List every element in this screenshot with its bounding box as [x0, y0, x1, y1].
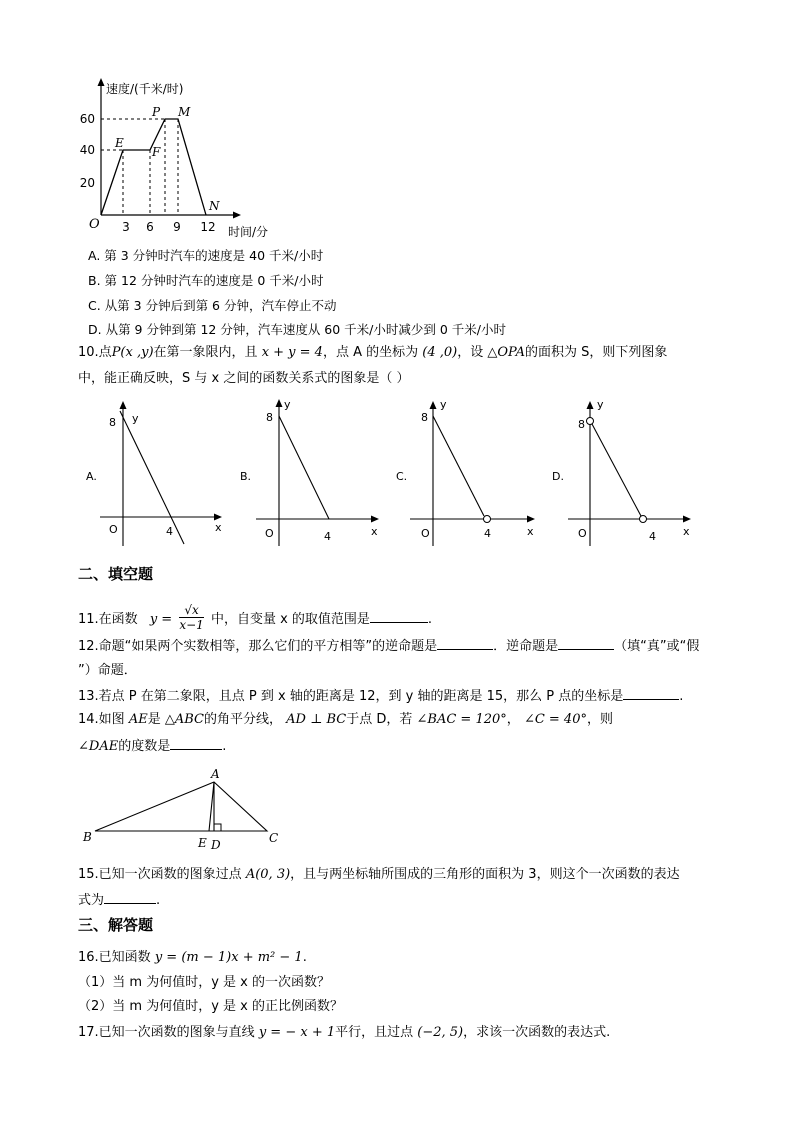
- svg-text:8: 8: [421, 411, 428, 424]
- point-N: N: [209, 199, 220, 213]
- q16: 16.已知函数 y = (m − 1)x + m² − 1.: [78, 950, 307, 965]
- q9-option-c: C. 从第 3 分钟后到第 6 分钟，汽车停止不动: [88, 298, 337, 313]
- point-F: F: [152, 145, 161, 159]
- point-M: M: [178, 105, 191, 119]
- svg-text:x: x: [215, 521, 222, 534]
- q14-line2: ∠DAE的度数是 .: [78, 739, 227, 754]
- svg-text:O: O: [265, 527, 274, 540]
- y-axis-label: 速度/(千米/时): [106, 82, 184, 96]
- svg-text:C: C: [269, 831, 279, 845]
- section-fill-in-heading: 二、填空题: [78, 565, 154, 583]
- x-tick-6: 6: [146, 220, 154, 234]
- graph-b-label: B.: [240, 470, 252, 483]
- x-tick-9: 9: [173, 220, 181, 234]
- q10-graph-a: [84, 398, 229, 548]
- graph-b-line: [279, 416, 329, 519]
- q17: 17.已知一次函数的图象与直线 y = − x + 1平行，且过点 (−2, 5)，求该一次函数的表达式.: [78, 1025, 611, 1040]
- q15-line2: 式为 .: [78, 893, 161, 908]
- svg-text:y: y: [597, 398, 604, 411]
- q16-sub2: （2）当 m 为何值时，y 是 x 的正比例函数？: [78, 999, 343, 1014]
- q9-option-b: B. 第 12 分钟时汽车的速度是 0 千米/小时: [88, 273, 324, 288]
- chart-y-arrow: [98, 78, 105, 86]
- x-tick-3: 3: [122, 220, 130, 234]
- svg-text:B: B: [83, 830, 92, 844]
- q10-graph-d: [550, 398, 695, 548]
- graph-d-line: [592, 424, 641, 516]
- svg-text:4: 4: [484, 527, 491, 540]
- q13: 13.若点 P 在第二象限，且点 P 到 x 轴的距离是 12，到 y 轴的距离是 15，那么 P 点的坐标是 .: [78, 689, 684, 704]
- q11-fraction: $\frac{√x}{x-1}$: [179, 603, 204, 632]
- q10-line2: 中，能正确反映，S 与 x 之间的函数关系式的图象是（ ）: [78, 371, 410, 386]
- q16-sub1: （1）当 m 为何值时，y 是 x 的一次函数？: [78, 975, 330, 990]
- point-P: P: [152, 105, 161, 119]
- svg-text:O: O: [421, 527, 430, 540]
- q12-blank-2[interactable]: [558, 637, 614, 650]
- q9-option-a: A. 第 3 分钟时汽车的速度是 40 千米/小时: [88, 248, 324, 263]
- graph-a-label: A.: [86, 470, 97, 483]
- svg-text:O: O: [578, 527, 587, 540]
- speed-line: [101, 119, 206, 215]
- speed-time-chart: [80, 78, 280, 240]
- q10-line1: 10.点P(x ,y)在第一象限内，且 x + y = 4，点 A 的坐标为 (4 ,0)，设 △OPA的面积为 S，则下列图象: [78, 345, 668, 360]
- svg-text:4: 4: [649, 530, 656, 543]
- svg-text:8: 8: [109, 416, 116, 429]
- svg-text:y: y: [132, 412, 139, 425]
- svg-text:4: 4: [324, 530, 331, 543]
- graph-d-label: D.: [552, 470, 564, 483]
- y-tick-40: 40: [80, 143, 95, 157]
- section-solve-heading: 三、解答题: [78, 916, 154, 934]
- svg-text:y: y: [284, 398, 291, 411]
- q10-graph-c: [394, 398, 539, 548]
- svg-text:x: x: [371, 525, 378, 538]
- graph-d-open-point-top: [587, 418, 594, 425]
- svg-text:O: O: [109, 523, 118, 536]
- point-E: E: [115, 136, 124, 150]
- y-tick-20: 20: [80, 176, 95, 190]
- q14-line1: 14.如图 AE是 △ABC的角平分线， AD ⊥ BC于点 D，若 ∠BAC = 120°， ∠C = 40°，则: [78, 712, 613, 727]
- svg-text:D: D: [211, 838, 221, 852]
- svg-text:x: x: [683, 525, 690, 538]
- q11-answer-blank[interactable]: [370, 610, 428, 623]
- q14-answer-blank[interactable]: [170, 737, 222, 750]
- y-tick-60: 60: [80, 112, 95, 126]
- q15-answer-blank[interactable]: [104, 891, 156, 904]
- q15-line1: 15.已知一次函数的图象过点 A(0, 3)，且与两坐标轴所围成的三角形的面积为 3，则这个一次函数的表达: [78, 867, 680, 882]
- svg-text:8: 8: [266, 411, 273, 424]
- svg-text:E: E: [198, 836, 207, 850]
- svg-text:4: 4: [166, 525, 173, 538]
- segment-ae: [209, 782, 214, 831]
- q14-triangle-figure: [78, 764, 288, 854]
- right-angle-mark: [214, 824, 221, 831]
- q12-line1: 12.命题“如果两个实数相等，那么它们的平方相等”的逆命题是 ．逆命题是 （填“真”或“假: [78, 639, 700, 654]
- svg-text:8: 8: [578, 418, 585, 431]
- triangle-abc: [95, 782, 267, 831]
- q12-line2: ”）命题．: [78, 663, 137, 678]
- svg-text:x: x: [527, 525, 534, 538]
- graph-a-line: [120, 411, 184, 544]
- q11: 11.在函数 y = $\frac{√x}{x-1}$ 中，自变量 x 的取值范围是 .: [78, 603, 433, 632]
- q13-answer-blank[interactable]: [623, 687, 679, 700]
- chart-x-arrow: [233, 212, 241, 219]
- x-tick-12: 12: [200, 220, 216, 234]
- graph-c-open-point: [484, 516, 491, 523]
- graph-c-label: C.: [396, 470, 408, 483]
- origin-label: O: [89, 217, 100, 232]
- q10-graph-b: [238, 398, 383, 548]
- q9-option-d: D. 从第 9 分钟到第 12 分钟，汽车速度从 60 千米/小时减少到 0 千米/小时: [88, 322, 507, 337]
- x-axis-label: 时间/分: [228, 225, 269, 239]
- svg-text:y: y: [440, 398, 447, 411]
- graph-c-line: [433, 416, 484, 516]
- graph-d-open-point: [640, 516, 647, 523]
- q12-blank-1[interactable]: [437, 637, 493, 650]
- svg-text:A: A: [211, 767, 220, 781]
